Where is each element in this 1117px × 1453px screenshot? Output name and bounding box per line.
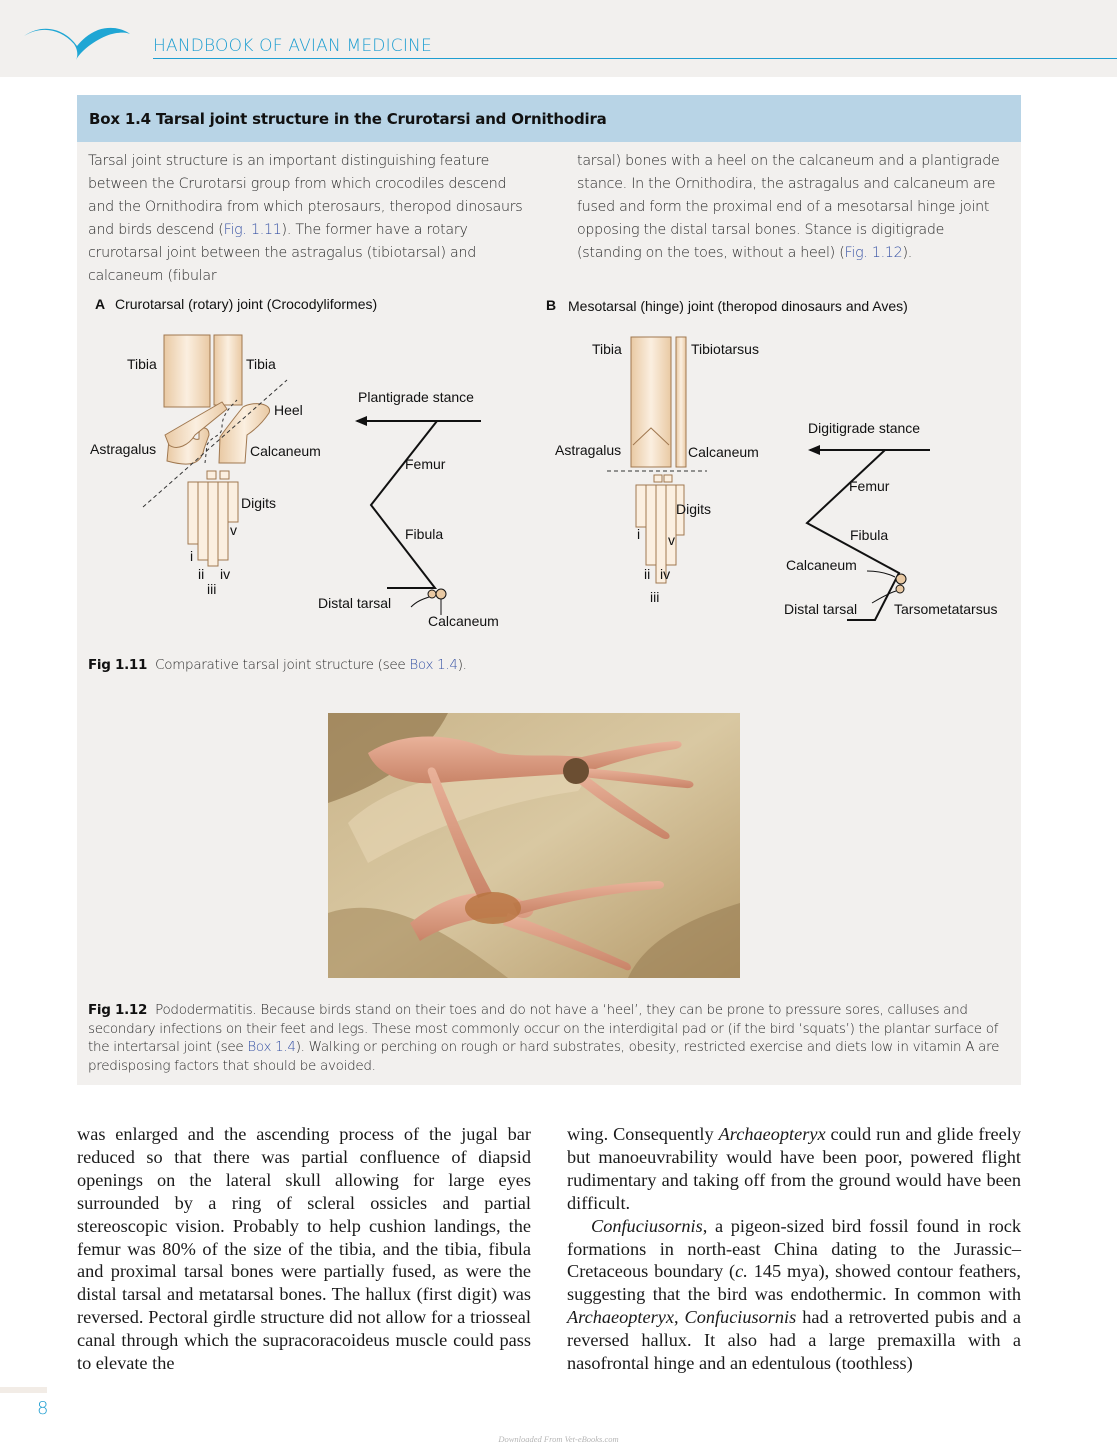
download-watermark: Downloaded From Vet-eBooks.com [498,1434,619,1444]
digit-label-iii-b: iii [650,589,660,605]
label-calcaneum-b: Calcaneum [688,444,759,460]
body-text-span: could run and glide freely but manoeuvrability would have been poor, powered flight rudimentary and taking off from the ground would have been difficult. [567,1124,1021,1213]
box-text-1b: ). The former have a rotary crurotarsal joint between the astragalus (tibiotarsal) and calcaneum (fibular [88,222,476,284]
body-text-span: , [673,1307,685,1328]
label-calcaneum: Calcaneum [250,443,321,459]
distal-tarsal-leader-a [411,597,429,607]
box-text-column-2 [577,150,1007,265]
label-calcaneum-a2: Calcaneum [428,613,499,629]
figure-1-11-caption [88,656,467,675]
header-rule [153,58,1117,59]
italic-term: Confuciusornis [591,1215,703,1236]
calcaneum-joint-a [436,589,446,599]
digit-iv-bone-b [666,485,676,565]
label-femur-b: Femur [849,478,890,494]
pododermatitis-photo [328,713,740,978]
digit-label-ii: ii [198,566,205,582]
italic-term: Archaeopteryx [567,1307,674,1328]
fig-1-12-caption-end: ). Walking or perching on rough or hard substrates, obesity, restricted exercise and diets low in vitamin A are predisposing factors that should be avoided. [88,1039,1000,1074]
label-tarsometatarsus: Tarsometatarsus [894,601,998,617]
body-text-right-column [567,1123,1021,1375]
box-text-2a: tarsal) bones with a heel on the calcaneum and a plantigrade stance. In the Ornithodira, the astragalus and calcaneum are fused and form the proximal end of a mesotarsal hinge joint opposing the distal tarsal bones. Stance is digitigrade (standing on the toes, without a heel) ( [577,153,1000,261]
digit-label-iii: iii [207,581,217,597]
italic-term: Archaeopteryx [718,1124,826,1144]
label-fibula-b: Fibula [850,527,889,543]
fig-1-11-label: Fig 1.11 [88,657,148,673]
page-number: 8 [37,1398,49,1419]
panel-b-letter: B [546,297,557,313]
box-title: Box 1.4 Tarsal joint structure in the Crurotarsi and Ornithodira [89,110,607,128]
label-tibia-right: Tibia [246,356,276,372]
label-digits-b: Digits [676,501,712,517]
label-tibia-b: Tibia [592,341,622,357]
link-fig-1-11[interactable]: Fig. 1.11 [223,222,282,238]
body-text-span: , a pigeon-sized bird fossil found in rock formations in north-east China dating to the Jurassic–Cretaceous boundary ( [567,1215,1021,1282]
fig-1-11-caption-end: ). [457,657,467,673]
digit-i-bone-b [636,485,646,527]
label-plantigrade-stance: Plantigrade stance [358,389,474,405]
label-astragalus-b: Astragalus [555,442,622,458]
box-text-column-1 [88,150,533,288]
tibia-bone-right [214,335,242,405]
digit-label-v-b: v [668,532,675,548]
arrow-head-a [355,416,367,426]
digit-label-v: v [230,522,237,538]
box-text-2b: ). [902,245,913,261]
digit-ii-bone-b [646,485,656,565]
panel-a-title: Crurotarsal (rotary) joint (Crocodyliformes) [115,296,378,312]
body-text-span: had a retroverted pubis and a reversed hallux. It also had a large premaxilla with a nasofrontal hinge and an edentulous (toothless) [567,1307,1021,1374]
label-digitigrade-stance: Digitigrade stance [808,420,921,436]
label-calcaneum-b2: Calcaneum [786,557,857,573]
running-head: HANDBOOK OF AVIAN MEDICINE [153,36,432,56]
figure-1-11-diagram [77,285,1021,645]
distal-tarsal-joint-b [896,585,904,593]
body-right-p2 [567,1215,1021,1375]
calcaneum-joint-b [896,574,906,584]
digit-iv-bone [218,482,228,560]
bird-wing-logo-icon [22,22,132,62]
box-1-4 [77,95,1021,1085]
body-right-p1 [567,1124,1021,1213]
label-tibia-left: Tibia [127,356,157,372]
link-fig-1-12[interactable]: Fig. 1.12 [844,245,903,261]
fig-1-12-label: Fig 1.12 [88,1002,148,1018]
body-text-span: 145 mya), showed contour feathers, suggesting that the bird was endothermic. In common with [567,1261,1021,1305]
calcaneum-leader-b [867,571,895,577]
link-box-1-4-b[interactable]: Box 1.4 [247,1039,296,1055]
fibula-bone-b [676,337,686,467]
label-tibiotarsus: Tibiotarsus [691,341,759,357]
distal-tarsal-small-2 [220,471,229,479]
panel-a [90,296,499,629]
digit-label-ii-b: ii [644,566,651,582]
digit-ii-bone [198,482,208,560]
digit-i-bone [188,482,198,544]
tibia-bone-left [164,335,210,407]
label-distal-tarsal-a: Distal tarsal [318,595,392,611]
page-number-tab [0,1387,47,1393]
label-fibula-a: Fibula [405,526,444,542]
box-text-1a: Tarsal joint structure is an important distinguishing feature between the Crurotarsi group from which crocodiles descend and the Ornithodira from which pterosaurs, theropod dinosaurs and birds descend ( [88,153,523,238]
digit-label-i-b: i [637,526,641,542]
tibiotarsus-bone [631,337,671,467]
label-distal-tarsal-b: Distal tarsal [784,601,858,617]
distal-tarsal-small-1 [207,471,216,479]
body-text-left-column: was enlarged and the ascending process of the jugal bar reduced so that there was partial confluence of diapsid openings on the lateral skull allowing for large eyes surrounded by a ring of scleral ossicles and partial stereoscopic vision. Probably to help cushion landings, the femur was 80% of the size of the tibia, and the tibia, fibula and proximal tarsal bones were partially fused, as were the distal tarsal and metatarsal bones. The hallux (first digit) was reversed. Pectoral girdle structure did not allow for a triosseal canal through which the supracoracoideus muscle could pass to elevate the [77,1124,531,1374]
panel-a-letter: A [95,296,106,312]
label-astragalus: Astragalus [90,441,157,457]
distal-tarsal-b-2 [664,475,672,482]
label-digits: Digits [241,495,277,511]
plantigrade-stance-lines [371,421,437,588]
figure-1-12-caption [88,1001,1013,1075]
distal-tarsal-b-1 [654,475,662,482]
distal-tarsal-joint-a [428,590,436,598]
body-text-span: wing. Consequently [567,1124,719,1144]
digit-label-iv-b: iv [660,566,671,582]
label-heel: Heel [274,402,303,418]
panel-b-title: Mesotarsal (hinge) joint (theropod dinosaurs and Aves) [568,298,908,314]
italic-term: c. [735,1261,748,1282]
digit-v-bone [228,482,238,522]
digit-label-iv: iv [220,566,231,582]
arrow-head-b [808,445,820,455]
digit-label-i: i [190,548,194,564]
panel-b [546,297,997,620]
label-femur-a: Femur [405,456,446,472]
italic-term: Confuciusornis [684,1307,797,1328]
fig-1-11-caption-text: Comparative tarsal joint structure (see [155,657,410,673]
box-header [77,95,1021,142]
fig-1-12-caption-text: Pododermatitis. Because birds stand on their toes and do not have a ‘heel’, they can be prone to pressure sores, calluses and secondary infections on their feet and legs. These most commonly occur on the interdigital pad or (if the bird ‘squats’) the plantar surface of the intertarsal joint (see [88,1002,999,1055]
link-box-1-4-a[interactable]: Box 1.4 [409,657,458,673]
digit-iii-bone [208,482,218,566]
